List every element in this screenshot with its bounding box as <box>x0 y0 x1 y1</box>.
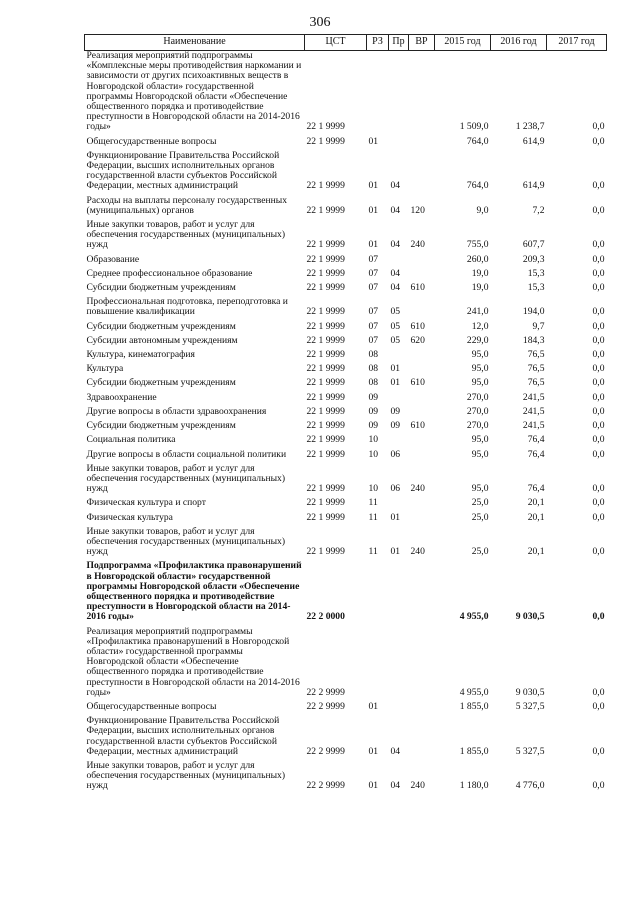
cell-vr: 610 <box>410 420 425 432</box>
cell-rz: 10 <box>368 448 379 460</box>
header-rz: РЗ <box>367 35 389 51</box>
cell-2015: 25,0 <box>471 546 489 558</box>
cell-2015: 270,0 <box>466 391 489 403</box>
cell-cst: 22 1 9999 <box>306 497 345 509</box>
cell-2015: 260,0 <box>466 253 489 265</box>
cell-pr: 04 <box>390 282 401 294</box>
cell-2015: 755,0 <box>466 239 489 251</box>
cell-2017: 0,0 <box>592 686 605 698</box>
cell-2017: 0,0 <box>592 745 605 757</box>
cell-vr: 240 <box>410 780 425 792</box>
cell-vr: 240 <box>410 546 425 558</box>
cell-2016: 15,3 <box>527 267 545 279</box>
cell-name: Образование <box>86 253 140 265</box>
cell-2016: 20,1 <box>527 546 545 558</box>
budget-table <box>84 34 607 796</box>
cell-2015: 764,0 <box>466 180 489 192</box>
cell-cst: 22 1 9999 <box>306 377 345 389</box>
cell-2017: 0,0 <box>592 282 605 294</box>
cell-2016: 241,5 <box>522 405 545 417</box>
table-row <box>85 297 607 321</box>
cell-2017: 0,0 <box>592 180 605 192</box>
cell-2016: 9 030,5 <box>515 686 545 698</box>
cell-rz: 07 <box>368 282 379 294</box>
cell-2016: 5 327,5 <box>515 700 545 712</box>
cell-pr: 05 <box>390 306 401 318</box>
cell-2016: 614,9 <box>522 135 545 147</box>
cell-cst: 22 1 9999 <box>306 405 345 417</box>
cell-2016: 194,0 <box>522 306 545 318</box>
cell-name: Другие вопросы в области здравоохранения <box>86 405 267 417</box>
cell-2017: 0,0 <box>592 377 605 389</box>
cell-pr: 06 <box>390 483 401 495</box>
cell-name: Субсидии автономным учреждениям <box>86 334 238 346</box>
cell-2017: 0,0 <box>592 405 605 417</box>
table-row <box>85 407 607 421</box>
cell-vr <box>409 297 435 321</box>
cell-vr <box>409 561 435 626</box>
cell-name: Другие вопросы в области социальной политики <box>86 448 287 460</box>
cell-rz: 08 <box>368 377 379 389</box>
cell-name: Культура <box>86 363 124 375</box>
cell-2015: 95,0 <box>471 483 489 495</box>
cell-2016: 7,2 <box>532 204 545 216</box>
cell-2017: 0,0 <box>592 253 605 265</box>
cell-name: Здравоохранение <box>86 391 157 403</box>
cell-2015: 95,0 <box>471 363 489 375</box>
cell-name: Физическая культура <box>86 511 173 523</box>
cell-2017: 0,0 <box>592 267 605 279</box>
cell-2016: 76,4 <box>527 434 545 446</box>
table-row <box>85 269 607 283</box>
cell-2015: 95,0 <box>471 349 489 361</box>
cell-name: Реализация мероприятий подпрограммы «Профилактика правонарушений в Новгородской области» государственной программы Новгородской области «Обеспечение общественного порядка и противодействие преступности в Новгородской области на 2014-2016 годы» <box>86 625 300 698</box>
cell-rz: 07 <box>368 334 379 346</box>
cell-2016: 76,4 <box>527 448 545 460</box>
cell-name: Субсидии бюджетным учреждениям <box>86 320 236 332</box>
cell-2017: 0,0 <box>592 511 605 523</box>
cell-name: Культура, кинематография <box>86 349 195 361</box>
cell-name: Субсидии бюджетным учреждениям <box>86 282 236 294</box>
cell-rz: 01 <box>368 135 379 147</box>
cell-2015: 12,0 <box>471 320 489 332</box>
cell-name: Функционирование Правительства Российской Федерации, высших исполнительных органов государственной власти субъектов Российской Федерации, местных администраций <box>86 715 280 757</box>
header-2015: 2015 год <box>435 35 491 51</box>
cell-pr <box>389 435 409 449</box>
cell-name: Среднее профессиональное образование <box>86 267 253 279</box>
table-row <box>85 220 607 255</box>
cell-vr <box>409 269 435 283</box>
cell-vr <box>409 513 435 527</box>
cell-name: Субсидии бюджетным учреждениям <box>86 420 236 432</box>
table-row <box>85 196 607 220</box>
cell-2016: 1 238,7 <box>515 121 545 133</box>
table-row <box>85 464 607 499</box>
table-row <box>85 364 607 378</box>
cell-2017: 0,0 <box>592 434 605 446</box>
cell-vr <box>409 498 435 512</box>
cell-vr <box>409 51 435 137</box>
cell-2015: 1 509,0 <box>459 121 489 133</box>
table-row <box>85 716 607 761</box>
cell-2015: 241,0 <box>466 306 489 318</box>
cell-2016: 4 776,0 <box>515 780 545 792</box>
cell-rz: 08 <box>368 363 379 375</box>
cell-vr <box>409 407 435 421</box>
table-row <box>85 151 607 196</box>
cell-cst: 22 2 0000 <box>306 611 345 623</box>
table-row <box>85 393 607 407</box>
cell-cst: 22 1 9999 <box>306 253 345 265</box>
cell-cst: 22 1 9999 <box>306 282 345 294</box>
cell-cst: 22 1 9999 <box>306 121 345 133</box>
cell-pr: 04 <box>390 180 401 192</box>
cell-name: Иные закупки товаров, работ и услуг для обеспечения государственных (муниципальных) нужд <box>86 219 286 251</box>
table-row <box>85 513 607 527</box>
cell-name: Профессиональная подготовка, переподготовка и повышение квалификации <box>86 296 288 318</box>
cell-pr <box>389 51 409 137</box>
header-2017: 2017 год <box>547 35 607 51</box>
cell-pr: 06 <box>390 448 401 460</box>
cell-rz: 09 <box>368 391 379 403</box>
table-row <box>85 702 607 716</box>
table-header <box>85 35 607 51</box>
cell-pr: 05 <box>390 320 401 332</box>
cell-cst: 22 1 9999 <box>306 546 345 558</box>
cell-cst: 22 1 9999 <box>306 363 345 375</box>
cell-2017: 0,0 <box>592 700 605 712</box>
cell-pr <box>389 393 409 407</box>
cell-rz: 09 <box>368 405 379 417</box>
cell-rz: 07 <box>368 306 379 318</box>
cell-cst: 22 2 9999 <box>306 700 345 712</box>
cell-2017: 0,0 <box>592 334 605 346</box>
cell-name: Подпрограмма «Профилактика правонарушений в Новгородской области» государственной программы Новгородской области «Обеспечение общественного порядка и противодействие преступности в Новгородской области на 2014-2016 годы» <box>86 560 302 623</box>
cell-vr <box>409 151 435 196</box>
cell-rz <box>367 561 389 626</box>
cell-2017: 0,0 <box>592 448 605 460</box>
cell-2017: 0,0 <box>592 546 605 558</box>
cell-2016: 614,9 <box>522 180 545 192</box>
cell-2015: 4 955,0 <box>459 611 489 623</box>
cell-2016: 76,5 <box>527 349 545 361</box>
cell-2017: 0,0 <box>592 780 605 792</box>
table-row <box>85 450 607 464</box>
cell-rz: 10 <box>368 434 379 446</box>
cell-cst: 22 1 9999 <box>306 239 345 251</box>
cell-2015: 95,0 <box>471 377 489 389</box>
cell-name: Субсидии бюджетным учреждениям <box>86 377 236 389</box>
cell-cst: 22 1 9999 <box>306 483 345 495</box>
cell-2015: 764,0 <box>466 135 489 147</box>
cell-cst: 22 1 9999 <box>306 267 345 279</box>
cell-pr: 05 <box>390 334 401 346</box>
cell-2016: 15,3 <box>527 282 545 294</box>
cell-pr <box>389 498 409 512</box>
cell-cst: 22 1 9999 <box>306 420 345 432</box>
table-row <box>85 350 607 364</box>
cell-2017: 0,0 <box>592 239 605 251</box>
cell-name: Общегосударственные вопросы <box>86 135 217 147</box>
table-row <box>85 336 607 350</box>
cell-cst: 22 1 9999 <box>306 349 345 361</box>
cell-rz: 07 <box>368 267 379 279</box>
cell-2016: 5 327,5 <box>515 745 545 757</box>
cell-2016: 241,5 <box>522 391 545 403</box>
cell-2015: 25,0 <box>471 497 489 509</box>
cell-pr: 01 <box>390 377 401 389</box>
cell-2015: 95,0 <box>471 448 489 460</box>
table-row <box>85 561 607 626</box>
cell-name: Иные закупки товаров, работ и услуг для обеспечения государственных (муниципальных) нужд <box>86 759 286 792</box>
cell-rz: 08 <box>368 349 379 361</box>
cell-pr: 01 <box>390 546 401 558</box>
table-row <box>85 761 607 796</box>
cell-2016: 184,3 <box>522 334 545 346</box>
cell-rz: 11 <box>368 497 378 509</box>
table-row <box>85 378 607 392</box>
cell-rz <box>367 51 389 137</box>
cell-rz: 01 <box>368 745 379 757</box>
cell-2017: 0,0 <box>592 391 605 403</box>
cell-rz: 01 <box>368 204 379 216</box>
cell-pr: 09 <box>390 405 401 417</box>
cell-vr <box>409 627 435 702</box>
cell-2015: 229,0 <box>466 334 489 346</box>
cell-vr <box>409 450 435 464</box>
cell-pr: 04 <box>390 239 401 251</box>
cell-cst: 22 1 9999 <box>306 434 345 446</box>
cell-rz: 01 <box>368 700 379 712</box>
cell-vr: 620 <box>410 334 425 346</box>
cell-name: Социальная политика <box>86 434 176 446</box>
cell-vr <box>409 716 435 761</box>
cell-2017: 0,0 <box>592 483 605 495</box>
cell-pr: 01 <box>390 511 401 523</box>
cell-cst: 22 2 9999 <box>306 745 345 757</box>
header-cst: ЦСТ <box>305 35 367 51</box>
cell-cst: 22 1 9999 <box>306 334 345 346</box>
cell-2015: 25,0 <box>471 511 489 523</box>
table-row <box>85 322 607 336</box>
cell-cst: 22 1 9999 <box>306 204 345 216</box>
cell-2016: 76,5 <box>527 377 545 389</box>
cell-pr <box>389 561 409 626</box>
cell-vr <box>409 350 435 364</box>
cell-2015: 95,0 <box>471 434 489 446</box>
table-row <box>85 527 607 562</box>
cell-vr: 240 <box>410 239 425 251</box>
table-body <box>85 51 607 796</box>
cell-cst: 22 1 9999 <box>306 306 345 318</box>
cell-2016: 607,7 <box>522 239 545 251</box>
cell-pr <box>389 627 409 702</box>
cell-name: Иные закупки товаров, работ и услуг для обеспечения государственных (муниципальных) нужд <box>86 462 286 495</box>
table-row <box>85 283 607 297</box>
cell-2017: 0,0 <box>592 306 605 318</box>
table-row <box>85 627 607 702</box>
header-2016: 2016 год <box>491 35 547 51</box>
table-row <box>85 255 607 269</box>
header-vr: ВР <box>409 35 435 51</box>
cell-pr <box>389 137 409 151</box>
cell-pr: 01 <box>390 363 401 375</box>
cell-vr <box>409 702 435 716</box>
cell-rz: 07 <box>368 253 379 265</box>
cell-name: Реализация мероприятий подпрограммы «Комплексные меры противодействия наркомании и зависимости от других психоактивных веществ в Новгородской области» государственной программы Новгородской области «Обеспечение общественного порядка и противодействие преступности в Новгородской области на 2014-2016 годы» <box>86 50 302 133</box>
cell-2015: 270,0 <box>466 405 489 417</box>
cell-cst: 22 1 9999 <box>306 511 345 523</box>
cell-vr: 120 <box>410 204 425 216</box>
cell-name: Иные закупки товаров, работ и услуг для обеспечения государственных (муниципальных) нужд <box>86 525 286 558</box>
header-name: Наименование <box>85 35 305 51</box>
cell-name: Общегосударственные вопросы <box>86 700 217 712</box>
cell-2017: 0,0 <box>592 497 605 509</box>
cell-cst: 22 2 9999 <box>306 780 345 792</box>
cell-rz <box>367 627 389 702</box>
cell-2015: 9,0 <box>476 204 489 216</box>
cell-2017: 0,0 <box>592 135 605 147</box>
cell-pr <box>389 350 409 364</box>
cell-pr: 04 <box>390 745 401 757</box>
cell-vr <box>409 393 435 407</box>
cell-vr <box>409 137 435 151</box>
cell-vr <box>409 364 435 378</box>
cell-2015: 4 955,0 <box>459 686 489 698</box>
cell-2015: 1 855,0 <box>459 745 489 757</box>
cell-cst: 22 1 9999 <box>306 180 345 192</box>
cell-name: Физическая культура и спорт <box>86 497 206 509</box>
cell-2017: 0,0 <box>592 204 605 216</box>
cell-2016: 209,3 <box>522 253 545 265</box>
cell-rz: 10 <box>368 483 379 495</box>
cell-2017: 0,0 <box>592 320 605 332</box>
page-number: 306 <box>309 15 331 30</box>
cell-cst: 22 1 9999 <box>306 448 345 460</box>
cell-2016: 9 030,5 <box>515 611 545 623</box>
cell-2015: 1 855,0 <box>459 700 489 712</box>
cell-2016: 76,4 <box>527 483 545 495</box>
cell-vr: 610 <box>410 320 425 332</box>
table-row <box>85 435 607 449</box>
cell-2017: 0,0 <box>592 349 605 361</box>
cell-2016: 241,5 <box>522 420 545 432</box>
cell-2016: 9,7 <box>532 320 545 332</box>
cell-2017: 0,0 <box>592 121 605 133</box>
cell-rz: 01 <box>368 239 379 251</box>
cell-rz: 01 <box>368 180 379 192</box>
cell-rz: 09 <box>368 420 379 432</box>
cell-2015: 19,0 <box>471 282 489 294</box>
cell-pr <box>389 255 409 269</box>
cell-name: Расходы на выплаты персоналу государственных (муниципальных) органов <box>86 194 288 216</box>
cell-cst: 22 1 9999 <box>306 135 345 147</box>
cell-pr: 04 <box>390 267 401 279</box>
cell-rz: 11 <box>368 511 378 523</box>
cell-vr <box>409 255 435 269</box>
cell-2015: 270,0 <box>466 420 489 432</box>
table-row <box>85 51 607 137</box>
cell-vr: 240 <box>410 483 425 495</box>
cell-pr: 04 <box>390 780 401 792</box>
table-row <box>85 137 607 151</box>
cell-2017: 0,0 <box>592 420 605 432</box>
table-row <box>85 498 607 512</box>
cell-2015: 1 180,0 <box>459 780 489 792</box>
header-pr: Пр <box>389 35 409 51</box>
cell-vr: 610 <box>410 377 425 389</box>
cell-2016: 20,1 <box>527 511 545 523</box>
cell-rz: 07 <box>368 320 379 332</box>
table-row <box>85 421 607 435</box>
cell-2016: 76,5 <box>527 363 545 375</box>
cell-pr: 04 <box>390 204 401 216</box>
cell-rz: 01 <box>368 780 379 792</box>
cell-pr: 09 <box>390 420 401 432</box>
cell-vr <box>409 435 435 449</box>
cell-pr <box>389 702 409 716</box>
cell-2015: 19,0 <box>471 267 489 279</box>
cell-cst: 22 1 9999 <box>306 320 345 332</box>
cell-vr: 610 <box>410 282 425 294</box>
cell-cst: 22 1 9999 <box>306 391 345 403</box>
cell-2017: 0,0 <box>592 363 605 375</box>
cell-2017: 0,0 <box>592 611 605 623</box>
cell-name: Функционирование Правительства Российской Федерации, высших исполнительных органов государственной власти субъектов Российской Федерации, местных администраций <box>86 149 280 192</box>
cell-rz: 11 <box>368 546 378 558</box>
cell-2016: 20,1 <box>527 497 545 509</box>
cell-cst: 22 2 9999 <box>306 686 345 698</box>
